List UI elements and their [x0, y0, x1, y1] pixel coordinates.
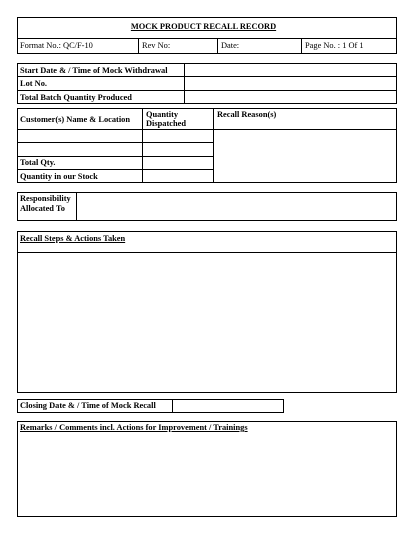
responsibility-label: Allocated To — [20, 204, 65, 213]
row-divider — [17, 252, 397, 253]
format-number: Format No.: QC/F-10 — [20, 41, 93, 50]
revision-number: Rev No: — [142, 41, 171, 50]
page-title: MOCK PRODUCT RECALL RECORD — [130, 22, 277, 31]
closing-date-value[interactable] — [176, 401, 280, 411]
recall-reason-value[interactable] — [217, 133, 393, 181]
column-divider — [76, 192, 77, 221]
header-divider — [138, 38, 139, 54]
batch-quantity-value[interactable] — [188, 93, 393, 103]
header-divider — [301, 38, 302, 54]
row-divider — [17, 76, 397, 77]
row-divider — [17, 142, 214, 143]
page-number: Page No. : 1 Of 1 — [305, 41, 364, 50]
total-qty-label: Total Qty. — [20, 158, 56, 167]
stock-quantity-label: Quantity in our Stock — [20, 172, 98, 181]
column-divider — [213, 108, 214, 183]
lot-number-value[interactable] — [188, 79, 393, 89]
column-divider — [172, 399, 173, 413]
row-divider — [17, 90, 397, 91]
remarks-value[interactable] — [20, 436, 393, 514]
start-withdrawal-label: Start Date & / Time of Mock Withdrawal — [20, 66, 168, 75]
row-divider — [17, 129, 397, 130]
lot-number-label: Lot No. — [20, 79, 47, 88]
column-divider — [184, 63, 185, 104]
recall-steps-value[interactable] — [20, 256, 393, 390]
closing-date-label: Closing Date & / Time of Mock Recall — [20, 401, 156, 410]
column-divider — [142, 108, 143, 183]
row-divider — [17, 169, 214, 170]
responsibility-label: Responsibility — [20, 194, 71, 203]
customer-name-header: Customer(s) Name & Location — [20, 115, 131, 124]
header-divider — [217, 38, 218, 54]
start-withdrawal-value[interactable] — [188, 66, 393, 76]
batch-quantity-label: Total Batch Quantity Produced — [20, 93, 132, 102]
row-divider — [17, 156, 214, 157]
quantity-dispatched-header: Quantity — [146, 110, 179, 119]
remarks-label: Remarks / Comments incl. Actions for Improvement / Trainings — [20, 423, 248, 432]
recall-steps-label: Recall Steps & Actions Taken — [20, 234, 126, 243]
document-date: Date: — [221, 41, 240, 50]
recall-reason-header: Recall Reason(s) — [217, 110, 277, 119]
quantity-dispatched-header: Dispatched — [146, 119, 187, 128]
responsibility-value[interactable] — [80, 196, 393, 217]
